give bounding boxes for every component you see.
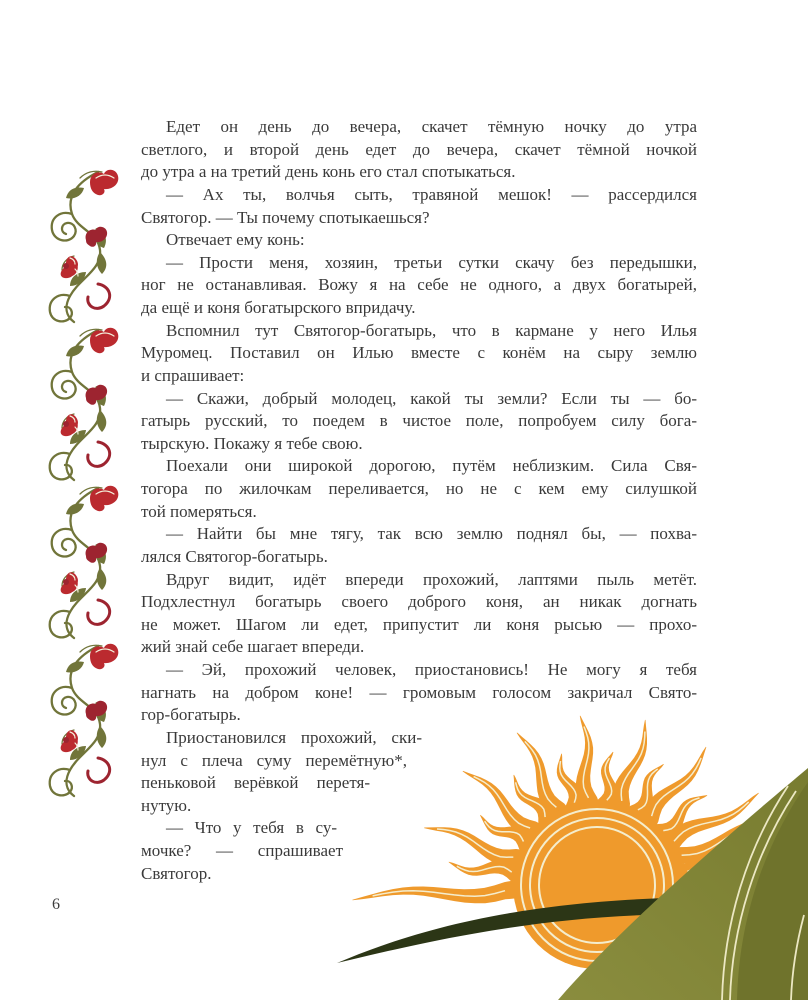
- text-line: светлого, и второй день едет до вечера, скачет тёмной ночкой: [141, 139, 697, 159]
- text-line: Едет он день до вечера, скачет тёмную ночку до утра: [166, 117, 697, 136]
- text-line: мочке? — спрашивает: [141, 841, 343, 860]
- text-line: той померяться.: [141, 501, 257, 521]
- floral-border-ornament: [40, 166, 124, 802]
- text-line: — Эй, прохожий человек, приостановись! Не могу я тебя: [166, 660, 697, 679]
- text-line: — Скажи, добрый молодец, какой ты земли? Если ты — бо-: [166, 388, 697, 408]
- page-number: 6: [52, 896, 60, 913]
- text-line: нутую.: [141, 795, 192, 815]
- text-line: Подхлестнул богатырь своего доброго коня, ан никак догнать: [141, 592, 697, 612]
- text-line: и спрашивает:: [141, 365, 245, 385]
- text-line: нагнать на добром коне! — громовым голосом закричал Свято-: [141, 682, 697, 702]
- sun-hill-illustration: [330, 690, 808, 1000]
- text-line: — Прости меня, хозяин, третьи сутки скачу без передышки,: [166, 252, 697, 272]
- text-line: лялся Святогор-богатырь.: [141, 546, 328, 566]
- text-line: не может. Шагом ли едет, припустит ли коня рысью — прохо-: [141, 614, 697, 634]
- text-line: тырскую. Покажу я тебе свою.: [141, 433, 363, 453]
- text-line: Поехали они широкой дорогою, путём неблизким. Сила Свя-: [166, 456, 697, 476]
- text-line: гатырь русский, то поедем в чистое поле, попробуем силу бога-: [141, 411, 697, 431]
- text-line: Отвечает ему конь:: [166, 230, 305, 250]
- text-line: тогора по жилочкам переливается, но не с кем ему силушкой: [141, 479, 697, 498]
- text-line: гор-богатырь.: [141, 705, 241, 725]
- text-line: Вдруг видит, идёт впереди прохожий, лаптями пыль метёт.: [166, 569, 697, 589]
- text-line: Святогор.: [141, 863, 212, 883]
- text-line: Муромец. Поставил он Илью вместе с конём на сыру землю: [141, 343, 697, 363]
- text-line: жий знай себе шагает впереди.: [141, 637, 365, 657]
- text-line: — Ах ты, волчья сыть, травяной мешок! — рассердился: [166, 184, 697, 204]
- text-line: — Найти бы мне тягу, так всю землю поднял бы, — похва-: [166, 524, 697, 544]
- text-line: ног не останавливая. Вожу я на себе не одного, а двух богатырей,: [141, 275, 697, 295]
- text-line: пеньковой верёвкой перетя-: [141, 773, 370, 793]
- text-line: — Что у тебя в су-: [166, 818, 337, 838]
- text-line: нул с плеча суму перемётную*,: [141, 750, 407, 770]
- text-line: до утра а на третий день конь его стал спотыкаться.: [141, 162, 516, 182]
- text-line: да ещё и коня богатырского впридачу.: [141, 298, 416, 317]
- text-line: Приостановился прохожий, ски-: [166, 727, 422, 747]
- text-line: Вспомнил тут Святогор-богатырь, что в кармане у него Илья: [166, 320, 697, 340]
- text-line: Святогор. — Ты почему спотыкаешься?: [141, 207, 430, 227]
